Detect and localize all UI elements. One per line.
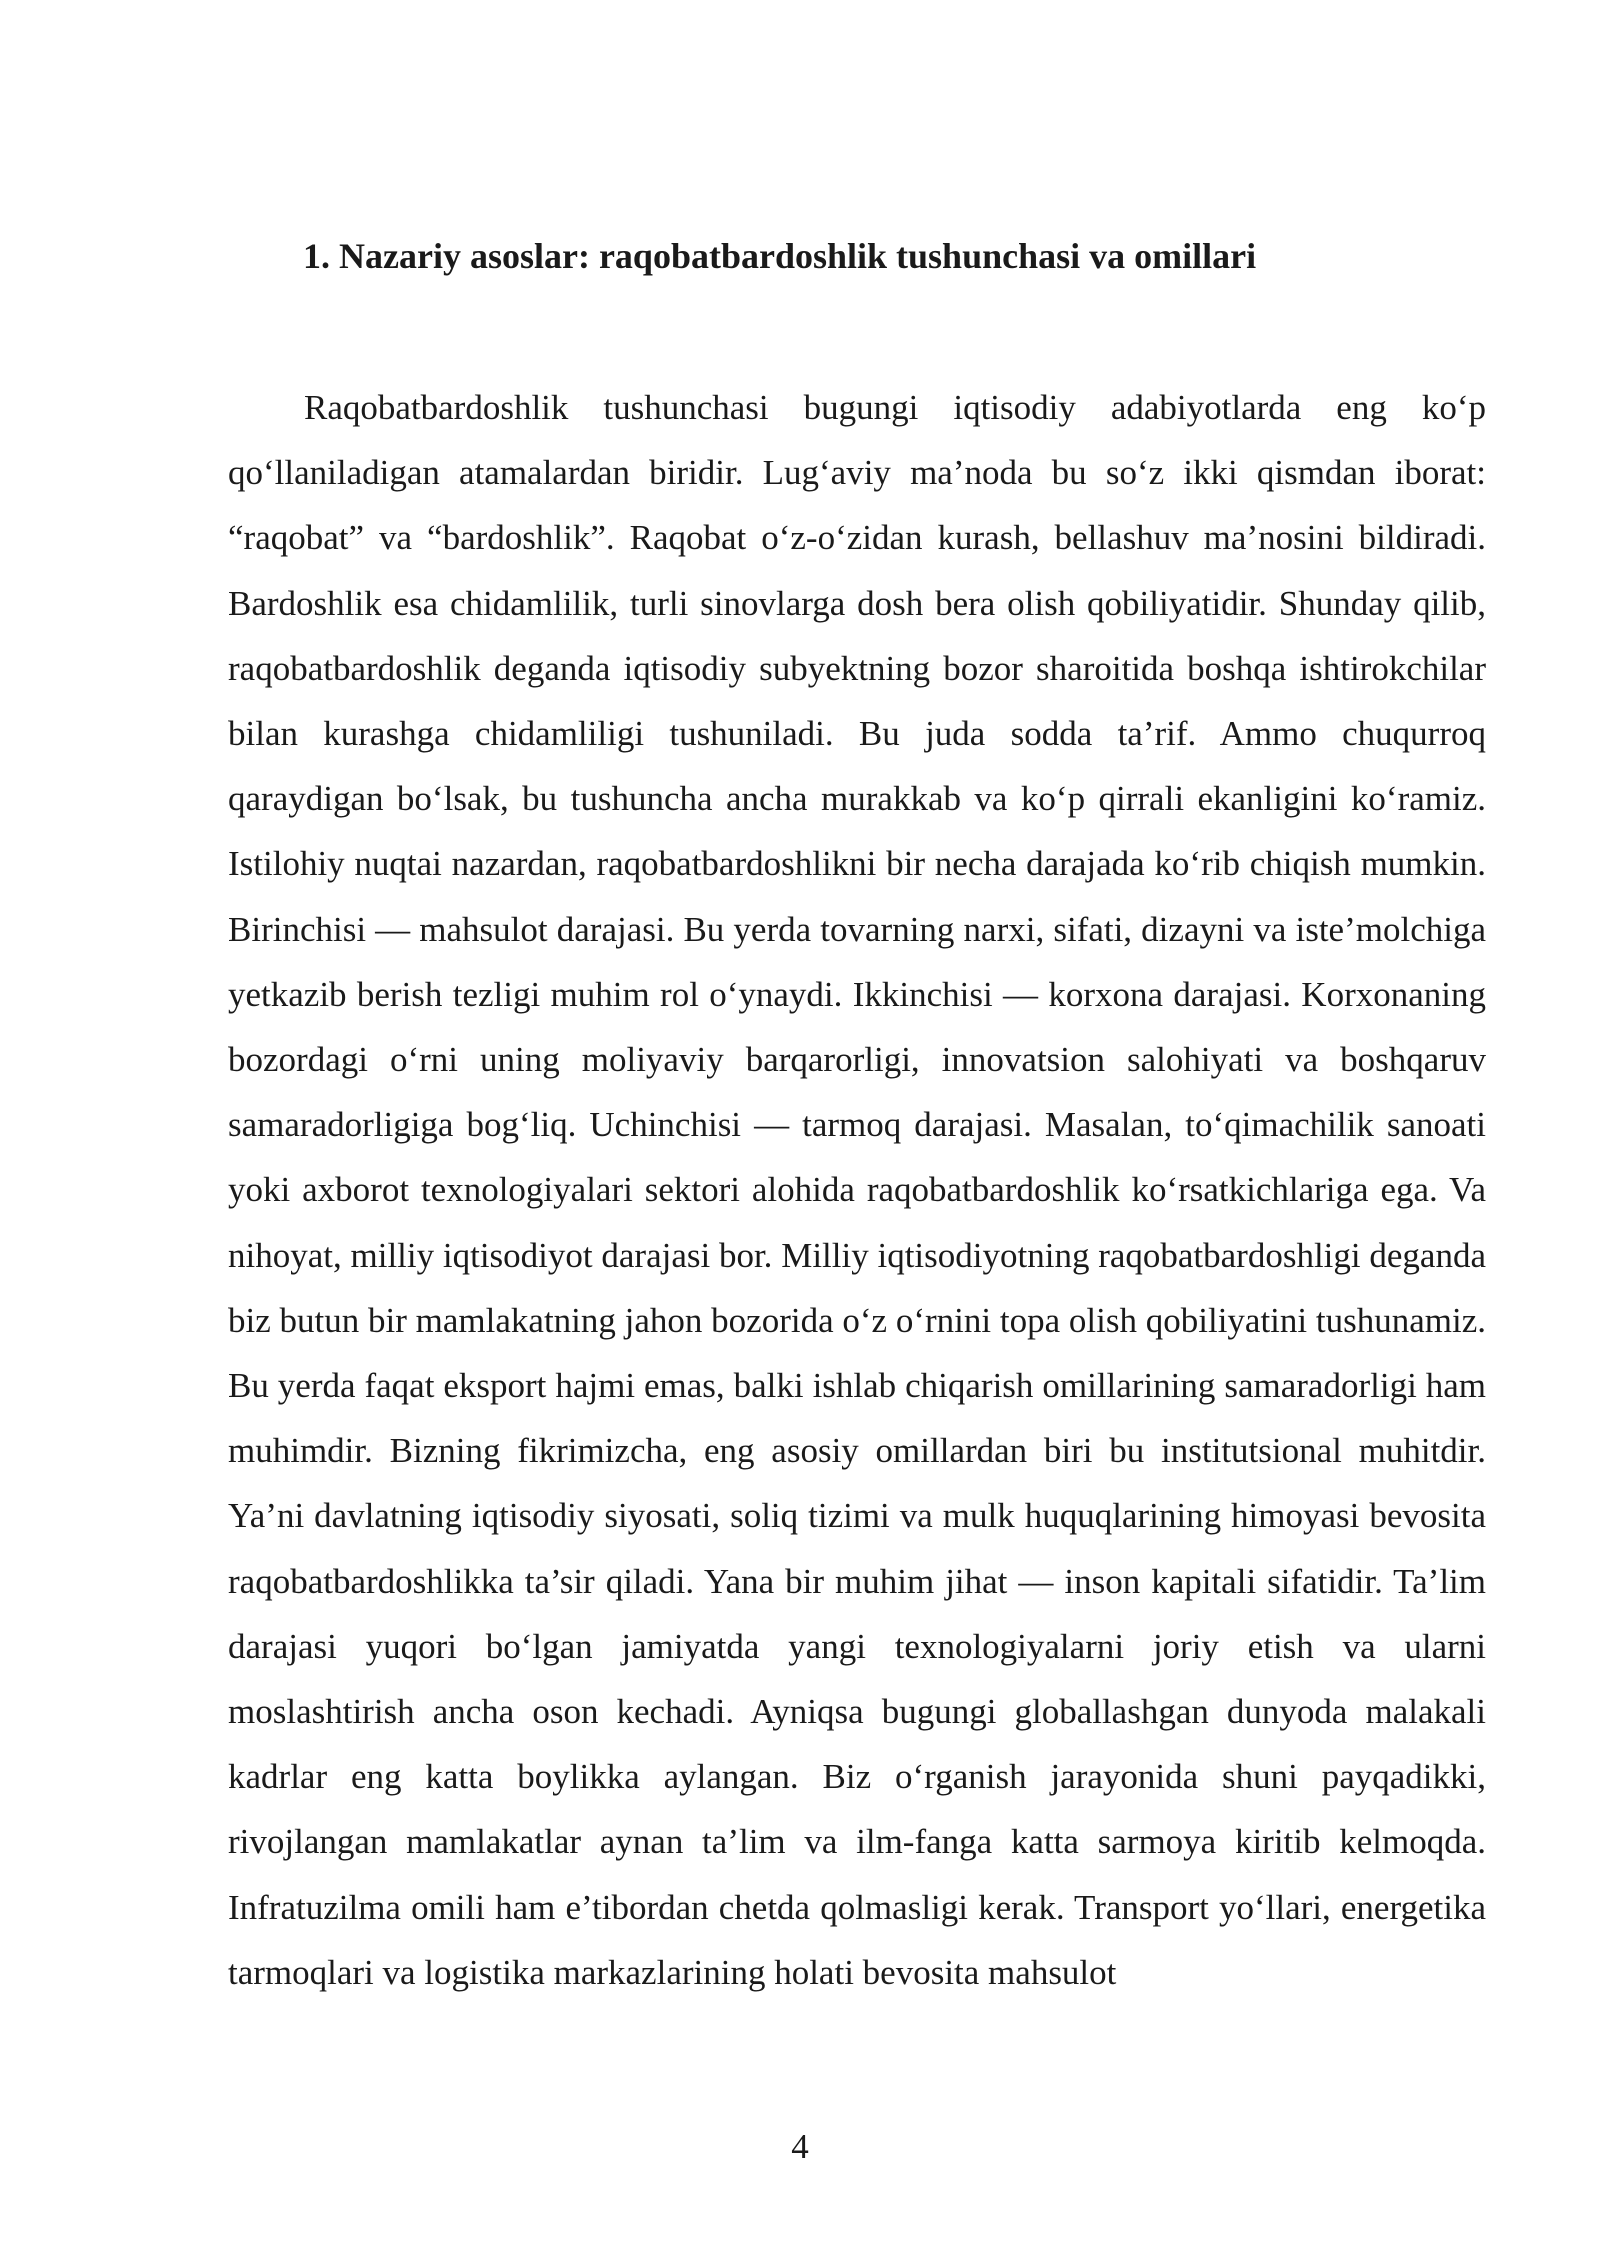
section-heading: 1. Nazariy asoslar: raqobatbardoshlik tushunchasi va omillari <box>303 236 1257 276</box>
page-number: 4 <box>791 2127 809 2166</box>
body-paragraph: Raqobatbardoshlik tushunchasi bugungi iqtisodiy adabiyotlarda eng ko‘p qo‘llaniladigan atamalardan biridir. Lug‘aviy ma’noda bu so‘z ikki qismdan iborat: “raqobat” va “bardoshlik”. Raqobat o‘z-o‘zidan kurash, bellashuv ma’nosini bildiradi. Bardoshlik esa chidamlilik, turli sinovlarga dosh bera olish qobiliyatidir. Shunday qilib, raqobatbardoshlik deganda iqtisodiy subyektning bozor sharoitida boshqa ishtirokchilar bilan kurashga chidamliligi tushuniladi. Bu juda sodda ta’rif. Ammo chuqurroq qaraydigan bo‘lsak, bu tushuncha ancha murakkab va ko‘p qirrali ekanligini ko‘ramiz. Istilohiy nuqtai nazardan, raqobatbardoshlikni bir necha darajada ko‘rib chiqish mumkin. Birinchisi — mahsulot darajasi. Bu yerda tovarning narxi, sifati, dizayni va iste’molchiga yetkazib berish tezligi muhim rol o‘ynaydi. Ikkinchisi — korxona darajasi. Korxonaning bozordagi o‘rni uning moliyaviy barqarorligi, innovatsion salohiyati va boshqaruv samaradorligiga bog‘liq. Uchinchisi — tarmoq darajasi. Masalan, to‘qimachilik sanoati yoki axborot texnologiyalari sektori alohida raqobatbardoshlik ko‘rsatkichlariga ega. Va nihoyat, milliy iqtisodiyot darajasi bor. Milliy iqtisodiyotning raqobatbardoshligi deganda biz butun bir mamlakatning jahon bozorida o‘z o‘rnini topa olish qobiliyatini tushunamiz. Bu yerda faqat eksport hajmi emas, balki ishlab chiqarish omillarining samaradorligi ham muhimdir. Bizning fikrimizcha, eng asosiy omillardan biri bu institutsional muhitdir. Ya’ni davlatning iqtisodiy siyosati, soliq tizimi va mulk huquqlarining himoyasi bevosita raqobatbardoshlikka ta’sir qiladi. Yana bir muhim jihat — inson kapitali sifatidir. Ta’lim darajasi yuqori bo‘lgan jamiyatda yangi texnologiyalarni joriy etish va ularni moslashtirish ancha oson kechadi. Ayniqsa bugungi globallashgan dunyoda malakali kadrlar eng katta boylikka aylangan. Biz o‘rganish jarayonida shuni payqadikki, rivojlangan mamlakatlar aynan ta’lim va ilm-fanga katta sarmoya kiritib kelmoqda. Infratuzilma omili ham e’tibordan chetda qolmasligi kerak. Transport yo‘llari, energetika tarmoqlari va logistika markazlarining holati bevosita mahsulot <box>228 388 1486 1992</box>
